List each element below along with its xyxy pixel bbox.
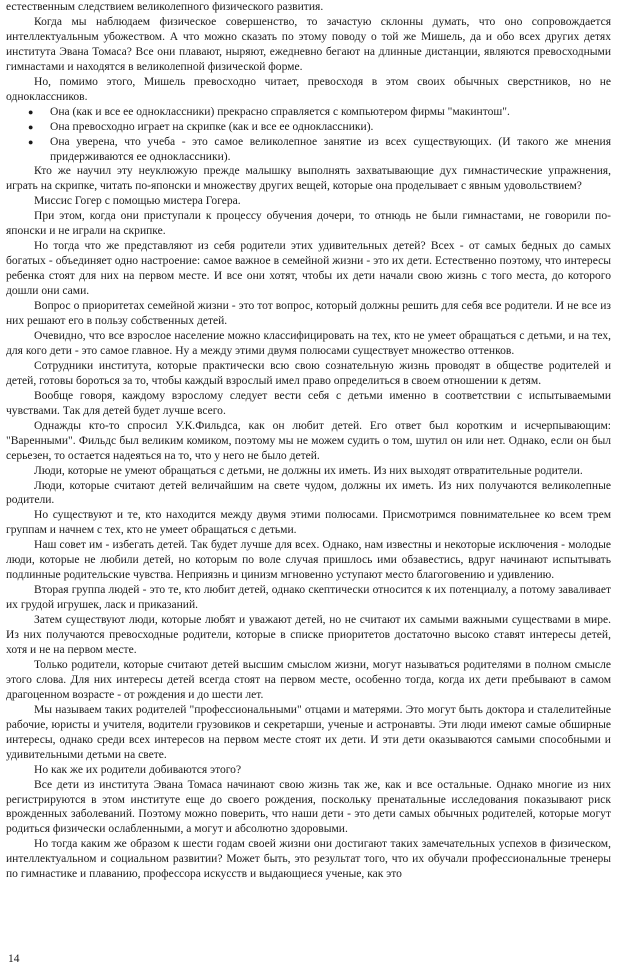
paragraph: Но тогда что же представляют из себя родители этих удивительных детей? Всех - от самых бедных до самых богатых - объединяет одно настроение: самое важное в семейной жизни - это их дети. Естественно поэтому, что интересы ребенка стоят для них на первом месте. И все они хотят, чтобы их дети начали свою жизнь с того места, до которого дошли они сами. [6, 240, 611, 298]
paragraph: При этом, когда они приступали к процессу обучения дочери, то отнюдь не были гимнастами, не говорили по-японски и не играли на скрипке. [6, 210, 611, 238]
paragraph: Очевидно, что все взрослое население можно классифицировать на тех, кто не умеет обращаться с детьми, и на тех, для кого дети - это самое главное. Ну а между этими двумя полюсами существует множество оттенков. [6, 329, 611, 357]
paragraph: Но, помимо этого, Мишель превосходно читает, превосходя в этом своих обычных сверстников, но не одноклассников. [6, 75, 611, 103]
paragraph: Вторая группа людей - это те, кто любит детей, однако скептически относится к их потенциалу, а потому заваливает их грудой игрушек, ласк и приказаний. [6, 584, 611, 612]
paragraph: Затем существуют люди, которые любят и уважают детей, но не считают их самыми важными существами в мире. Из них получаются превосходные родители, которые в списке приоритетов достаточно высоко ставят интересы детей, хотя и не на первом месте. [6, 614, 611, 656]
paragraph: Вообще говоря, каждому взрослому следует вести себя с детьми именно в соответствии с испытываемыми чувствами. Так для детей будет лучше всего. [6, 389, 611, 417]
paragraph: Только родители, которые считают детей высшим смыслом жизни, могут называться родителями в полном смысле этого слова. Для них интересы детей всегда стоят на первом месте, особенно тогда, когда их дети пребывают в самом драгоценном возрасте - от рождения и до шести лет. [6, 658, 611, 701]
bullet-text: Она уверена, что учеба - это самое великолепное занятие из всех существующих. (И такого же мнения придерживаются ее одноклассники). [50, 135, 611, 163]
paragraph: Миссис Гогер с помощью мистера Гогера. [34, 195, 241, 208]
paragraph: Но как же их родители добиваются этого? [34, 763, 242, 776]
paragraph: Сотрудники института, которые практически всю свою сознательную жизнь проводят в обществе родителей и детей, готовы бороться за то, чтобы каждый взрослый имел право определиться в своем отношении к детям. [6, 359, 611, 387]
bullet-dot-icon: ● [28, 121, 34, 132]
paragraph-continuation: естественным следствием великолепного физического развития. [6, 1, 324, 13]
paragraph: Вопрос о приоритетах семейной жизни - это тот вопрос, который должны решить для себя все родители. И не все из них решают его в пользу собственных детей. [6, 300, 611, 328]
bullet-text: Она превосходно играет на скрипке (как и все ее одноклассники). [50, 120, 374, 133]
bullet-item [6, 120, 611, 135]
paragraph: Однажды кто-то спросил У.К.Фильдса, как он любит детей. Его ответ был коротким и исчерпывающим: "Варенными". Фильдс был великим комиком, поэтому мы не можем судить о том, шутил он или нет. Однако, если он был серьезен, то остается надеяться на то, что у него не было детей. [6, 419, 611, 462]
paragraph: Но тогда каким же образом к шести годам своей жизни они достигают таких замечательных успехов в физическом, интеллектуальном и социальном развитии? Может быть, это результат того, что их обучали профессиональные тренеры по гимнастике и плаванию, профессора искусств и выдающиеся ученые, как это [6, 838, 611, 881]
page-number: 14 [8, 953, 20, 965]
paragraph: Когда мы наблюдаем физическое совершенство, то зачастую склонны думать, что оно сопровождается интеллектуальным убожеством. А что можно сказать по этому поводу о той же Мишель, да и обо всех других детях института Эвана Томаса? Все они плавают, ныряют, ежедневно бегают на длинные дистанции, являются превосходными гимнастами и находятся в великолепной физической форме. [6, 15, 611, 73]
paragraph: Мы называем таких родителей "профессиональными" отцами и матерями. Это могут быть доктора и сталелитейные рабочие, юристы и учителя, водители грузовиков и секретарши, ученые и астронавты. Эти люди имеют самые обширные интересы, однако среди всех интересов на первом месте стоят их дети. И эти дети оказываются самыми способными и удивительными детьми на свете. [6, 703, 611, 761]
paragraph: Люди, которые не умеют обращаться с детьми, не должны их иметь. Из них выходят отвратительные родители. [34, 464, 583, 477]
paragraph: Кто же научил эту неуклюжую прежде малышку выполнять захватывающие дух гимнастические упражнения, играть на скрипке, читать по-японски и множеству других вещей, которые она проделывает с явным удовольствием? [6, 165, 611, 193]
paragraph: Наш совет им - избегать детей. Так будет лучше для всех. Однако, нам известны и некоторые исключения - молодые люди, которые не любили детей, но которым по воле случая пришлось ими обзавестись, вдруг начинают испытывать подлинные родительские чувства. Неприязнь и цинизм мгновенно уступают место благоговению и удивлению. [6, 539, 611, 582]
bullet-item [6, 135, 611, 165]
bullet-dot-icon: ● [28, 136, 34, 147]
bullet-text: Она (как и все ее одноклассники) прекрасно справляется с компьютером фирмы "макинтош". [50, 105, 510, 118]
bullet-dot-icon: ● [28, 106, 34, 117]
paragraph: Люди, которые считают детей величайшим на свете чудом, должны их иметь. Из них получаются великолепные родители. [6, 479, 611, 507]
paragraph: Но существуют и те, кто находится между двумя этими полюсами. Присмотримся повнимательнее ко всем трем группам и начнем с тех, кто не умеет обращаться с детьми. [6, 509, 611, 537]
bullet-list [6, 105, 611, 165]
bullet-item [6, 105, 611, 120]
paragraph: Все дети из института Эвана Томаса начинают свою жизнь так же, как и все остальные. Однако многие из них регистрируются в этом институте еще до своего рождения, поскольку пренатальные исследования показывают риск врожденных заболеваний. Поэтому можно поверить, что наши дети - это дети самых обычных родителей, которые могут родиться физически ослабленными, а могут и абсолютно здоровыми. [6, 778, 611, 836]
